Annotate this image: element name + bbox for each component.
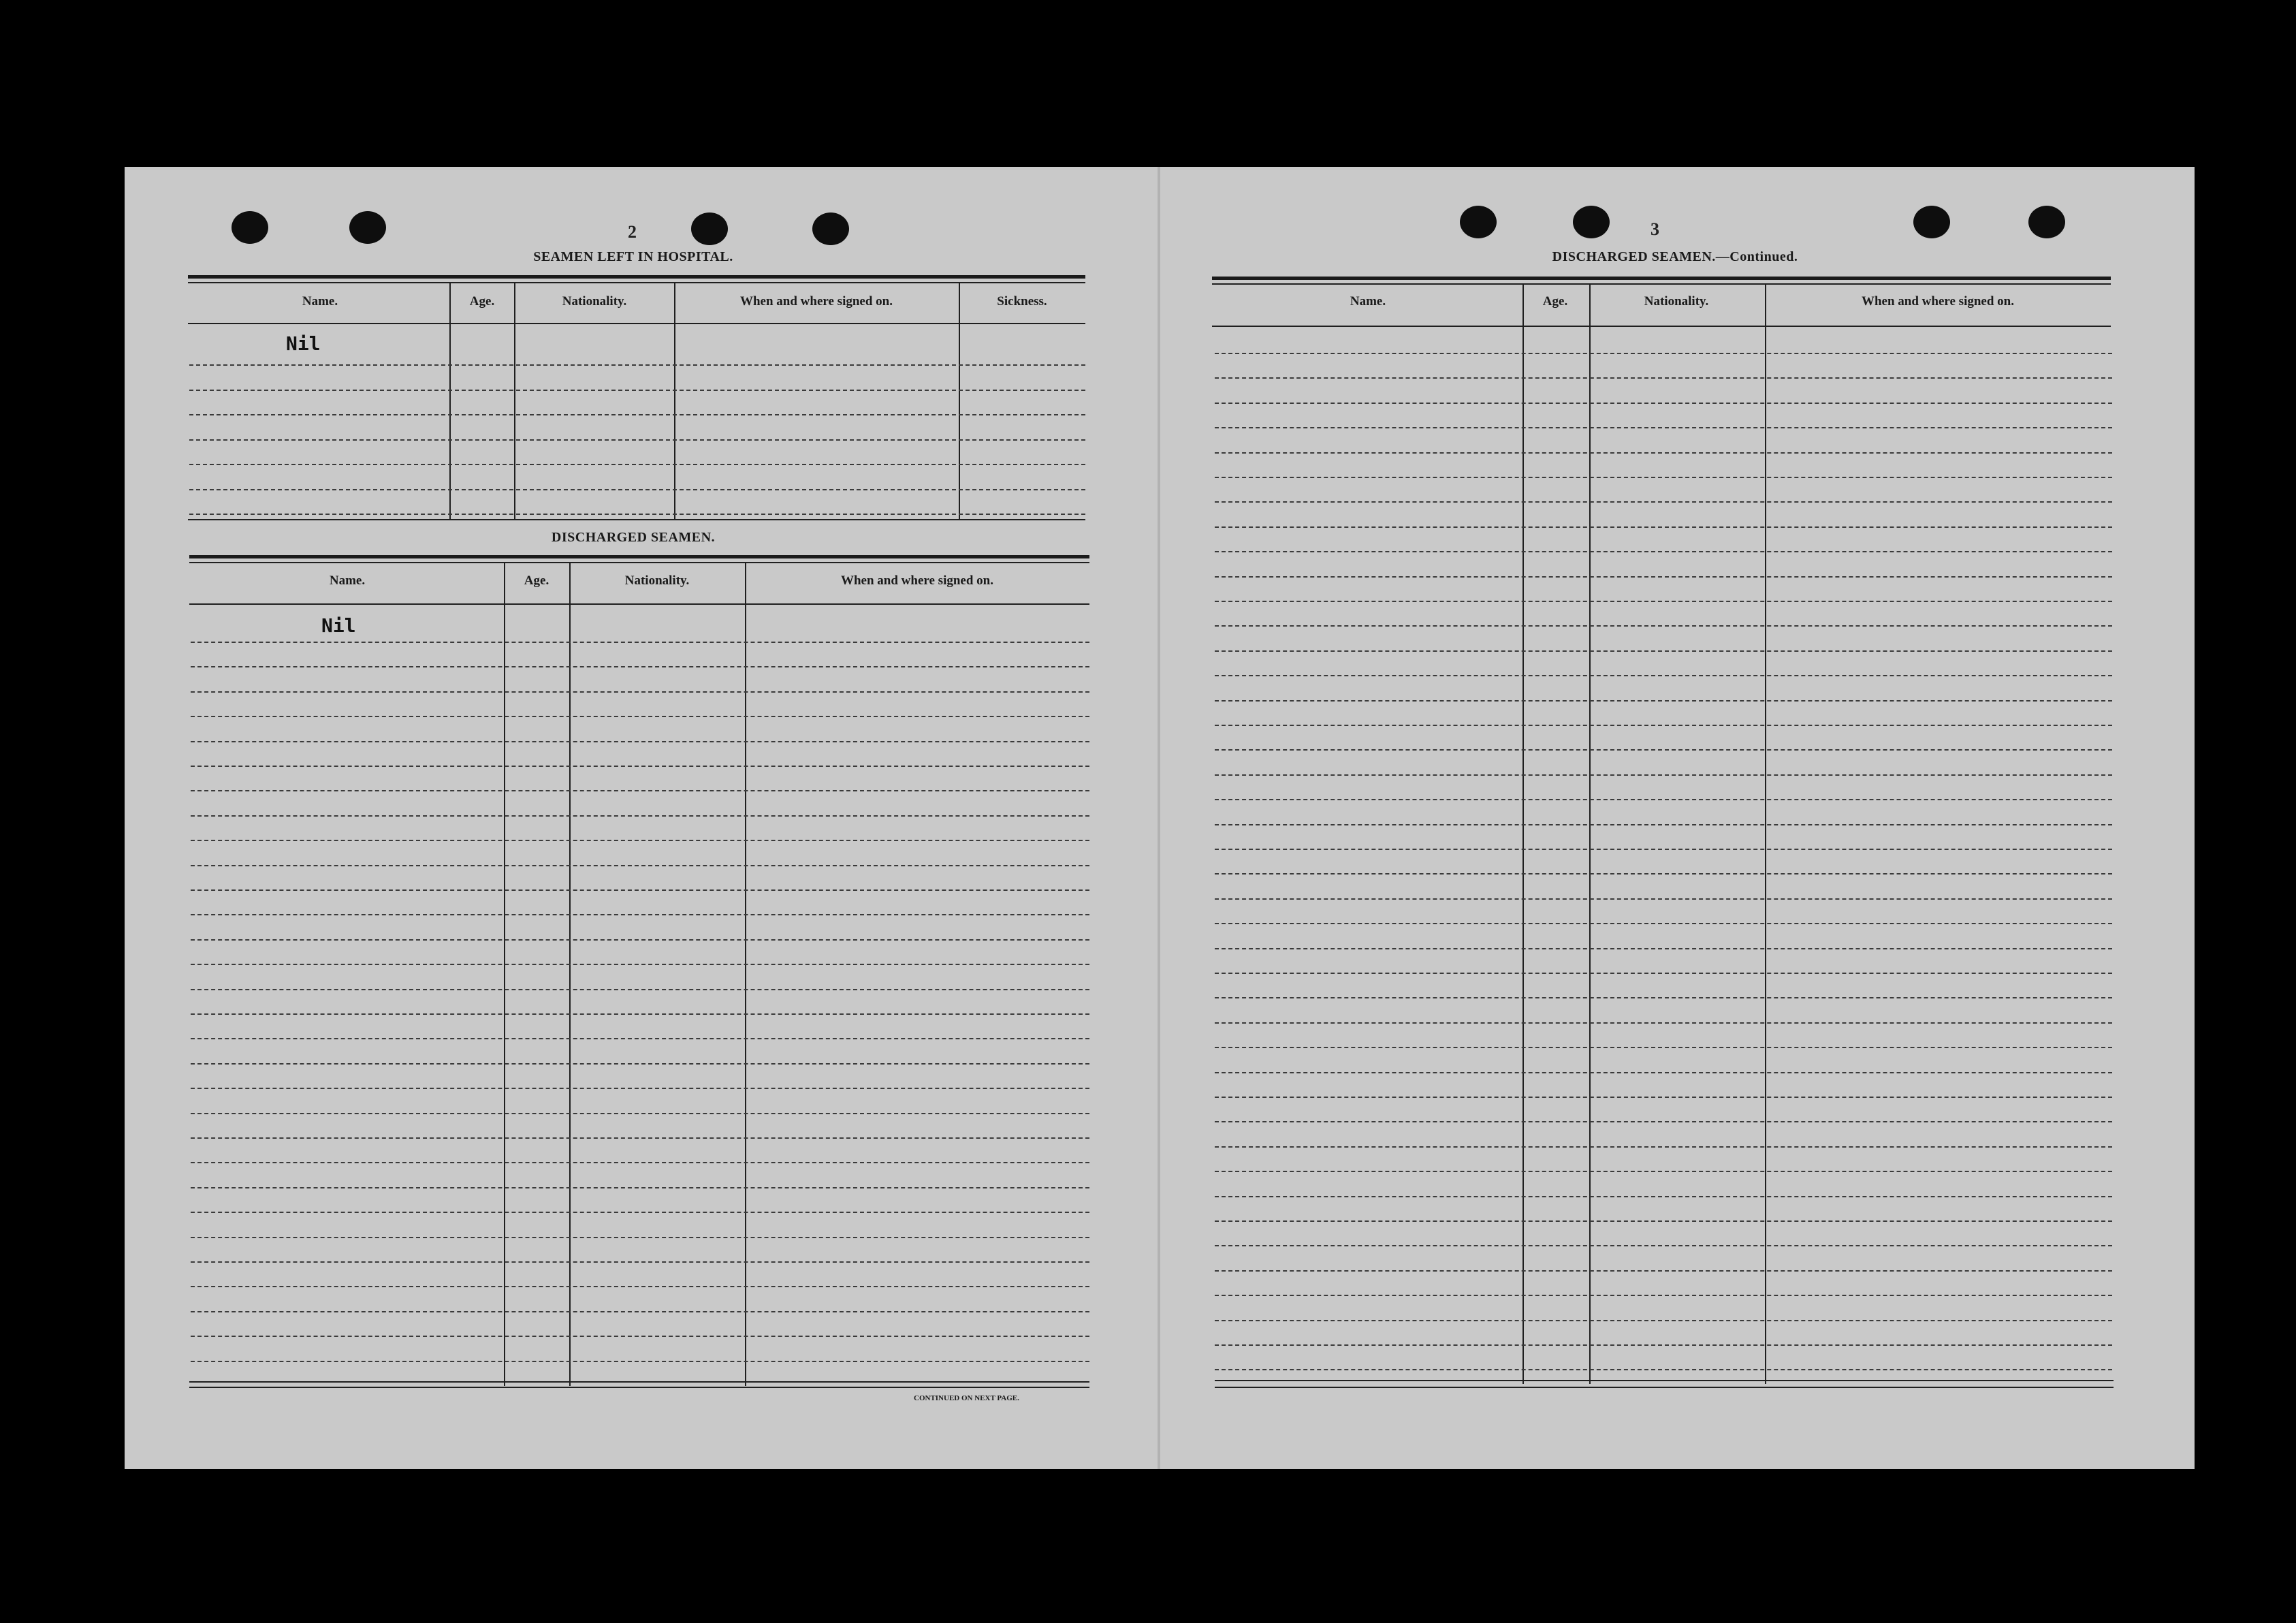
dotted-row-line — [1215, 452, 2112, 454]
table-bottom-rule-thin — [1215, 1387, 2114, 1388]
dotted-row-line — [1215, 576, 2112, 578]
punch-hole — [1913, 206, 1950, 238]
table-top-rule — [188, 275, 1085, 279]
dotted-row-line — [191, 766, 1089, 767]
dotted-row-line — [1215, 898, 2112, 900]
punch-hole — [2028, 206, 2065, 238]
dotted-row-line — [191, 865, 1089, 866]
dotted-row-line — [189, 414, 1085, 415]
dotted-row-line — [191, 939, 1089, 941]
table-bottom-rule — [1215, 1380, 2114, 1381]
dotted-row-line — [1215, 849, 2112, 850]
section-title: DISCHARGED SEAMEN. — [551, 530, 716, 545]
dotted-row-line — [1215, 353, 2112, 354]
table-bottom-rule — [189, 1381, 1089, 1383]
column-header-age: Age. — [524, 573, 549, 588]
dotted-row-line — [1215, 551, 2112, 552]
column-header-signed-on: When and where signed on. — [840, 573, 993, 588]
dotted-row-line — [191, 889, 1089, 891]
dotted-row-line — [191, 964, 1089, 965]
dotted-row-line — [1215, 725, 2112, 726]
dotted-row-line — [191, 815, 1089, 817]
dotted-row-line — [1215, 1121, 2112, 1122]
table-top-rule — [189, 555, 1089, 558]
dotted-row-line — [1215, 601, 2112, 602]
dotted-row-line — [191, 1311, 1089, 1312]
column-divider — [449, 282, 451, 519]
column-header-age: Age. — [1542, 294, 1568, 309]
dotted-row-line — [1215, 526, 2112, 528]
punch-hole — [812, 212, 849, 245]
dotted-row-line — [189, 390, 1085, 391]
dotted-row-line — [189, 489, 1085, 490]
dotted-row-line — [1215, 501, 2112, 503]
dotted-row-line — [1215, 1344, 2112, 1346]
table-bottom-rule — [188, 519, 1085, 520]
dotted-row-line — [1215, 1220, 2112, 1222]
column-header-nationality: Nationality. — [624, 573, 690, 588]
dotted-row-line — [189, 514, 1085, 515]
dotted-row-line — [191, 666, 1089, 667]
dotted-row-line — [191, 1088, 1089, 1089]
dotted-row-line — [1215, 1270, 2112, 1272]
dotted-row-line — [189, 439, 1085, 441]
column-header-signed-on: When and where signed on. — [739, 294, 893, 309]
dotted-row-line — [1215, 948, 2112, 949]
dotted-row-line — [191, 691, 1089, 693]
dotted-row-line — [191, 1013, 1089, 1015]
dotted-row-line — [1215, 1022, 2112, 1024]
column-header-sickness: Sickness. — [997, 294, 1047, 309]
dotted-row-line — [189, 364, 1085, 366]
dotted-row-line — [1215, 774, 2112, 776]
dotted-row-line — [1215, 675, 2112, 676]
dotted-row-line — [1215, 873, 2112, 874]
dotted-row-line — [191, 1361, 1089, 1362]
column-header-signed-on: When and where signed on. — [1861, 294, 2014, 309]
column-header-name: Name. — [1350, 294, 1386, 309]
section-title: DISCHARGED SEAMEN.—Continued. — [1552, 249, 1798, 264]
column-divider — [674, 282, 675, 519]
punch-hole — [691, 212, 728, 245]
column-divider — [959, 282, 960, 519]
dotted-row-line — [1215, 1320, 2112, 1321]
dotted-row-line — [191, 1212, 1089, 1213]
dotted-row-line — [191, 1137, 1089, 1139]
header-rule — [188, 323, 1085, 324]
dotted-row-line — [1215, 997, 2112, 998]
column-divider — [514, 282, 515, 519]
dotted-row-line — [1215, 427, 2112, 428]
dotted-row-line — [191, 716, 1089, 717]
section-title: SEAMEN LEFT IN HOSPITAL. — [533, 249, 733, 264]
dotted-row-line — [1215, 799, 2112, 800]
dotted-row-line — [191, 790, 1089, 791]
dotted-row-line — [1215, 973, 2112, 974]
dotted-row-line — [1215, 1072, 2112, 1073]
dotted-row-line — [191, 1237, 1089, 1238]
dotted-row-line — [1215, 1295, 2112, 1296]
table-top-rule-thin — [1212, 283, 2111, 285]
dotted-row-line — [191, 1336, 1089, 1337]
dotted-row-line — [1215, 403, 2112, 404]
dotted-row-line — [1215, 650, 2112, 652]
dotted-row-line — [191, 914, 1089, 915]
page-fold — [1158, 167, 1160, 1469]
column-header-nationality: Nationality. — [1644, 294, 1709, 309]
dotted-row-line — [1215, 625, 2112, 627]
punch-hole — [1460, 206, 1497, 238]
entry-value: Nil — [321, 614, 356, 637]
dotted-row-line — [1215, 700, 2112, 702]
dotted-row-line — [191, 1063, 1089, 1065]
dotted-row-line — [1215, 477, 2112, 478]
entry-value: Nil — [286, 332, 321, 355]
column-divider — [1589, 283, 1591, 1384]
table-bottom-rule-thin — [189, 1387, 1089, 1388]
dotted-row-line — [1215, 1097, 2112, 1098]
dotted-row-line — [189, 464, 1085, 465]
dotted-row-line — [1215, 1047, 2112, 1048]
column-divider — [1765, 283, 1766, 1384]
column-header-name: Name. — [302, 294, 338, 309]
page-number: 3 — [1651, 219, 1659, 239]
dotted-row-line — [191, 1286, 1089, 1287]
dotted-row-line — [1215, 1171, 2112, 1172]
dotted-row-line — [191, 1187, 1089, 1188]
column-header-nationality: Nationality. — [562, 294, 627, 309]
dotted-row-line — [191, 642, 1089, 643]
column-divider — [1522, 283, 1524, 1384]
table-top-rule-thin — [188, 282, 1085, 283]
column-header-age: Age. — [469, 294, 495, 309]
column-header-name: Name. — [329, 573, 366, 588]
punch-hole — [1573, 206, 1610, 238]
dotted-row-line — [191, 989, 1089, 990]
dotted-row-line — [1215, 1196, 2112, 1197]
dotted-row-line — [1215, 1146, 2112, 1148]
punch-hole — [349, 211, 386, 244]
table-top-rule — [1212, 277, 2111, 280]
punch-hole — [232, 211, 268, 244]
page-number: 2 — [628, 222, 637, 242]
dotted-row-line — [1215, 1245, 2112, 1246]
header-rule — [1212, 326, 2111, 327]
header-rule — [189, 603, 1089, 605]
dotted-row-line — [191, 741, 1089, 742]
table-top-rule-thin — [189, 562, 1089, 563]
dotted-row-line — [191, 840, 1089, 841]
dotted-row-line — [1215, 377, 2112, 379]
dotted-row-line — [1215, 749, 2112, 751]
dotted-row-line — [191, 1162, 1089, 1163]
dotted-row-line — [1215, 1369, 2112, 1370]
dotted-row-line — [191, 1261, 1089, 1263]
dotted-row-line — [191, 1038, 1089, 1039]
continued-note: CONTINUED ON NEXT PAGE. — [914, 1394, 1019, 1402]
dotted-row-line — [1215, 824, 2112, 825]
dotted-row-line — [191, 1113, 1089, 1114]
dotted-row-line — [1215, 923, 2112, 924]
